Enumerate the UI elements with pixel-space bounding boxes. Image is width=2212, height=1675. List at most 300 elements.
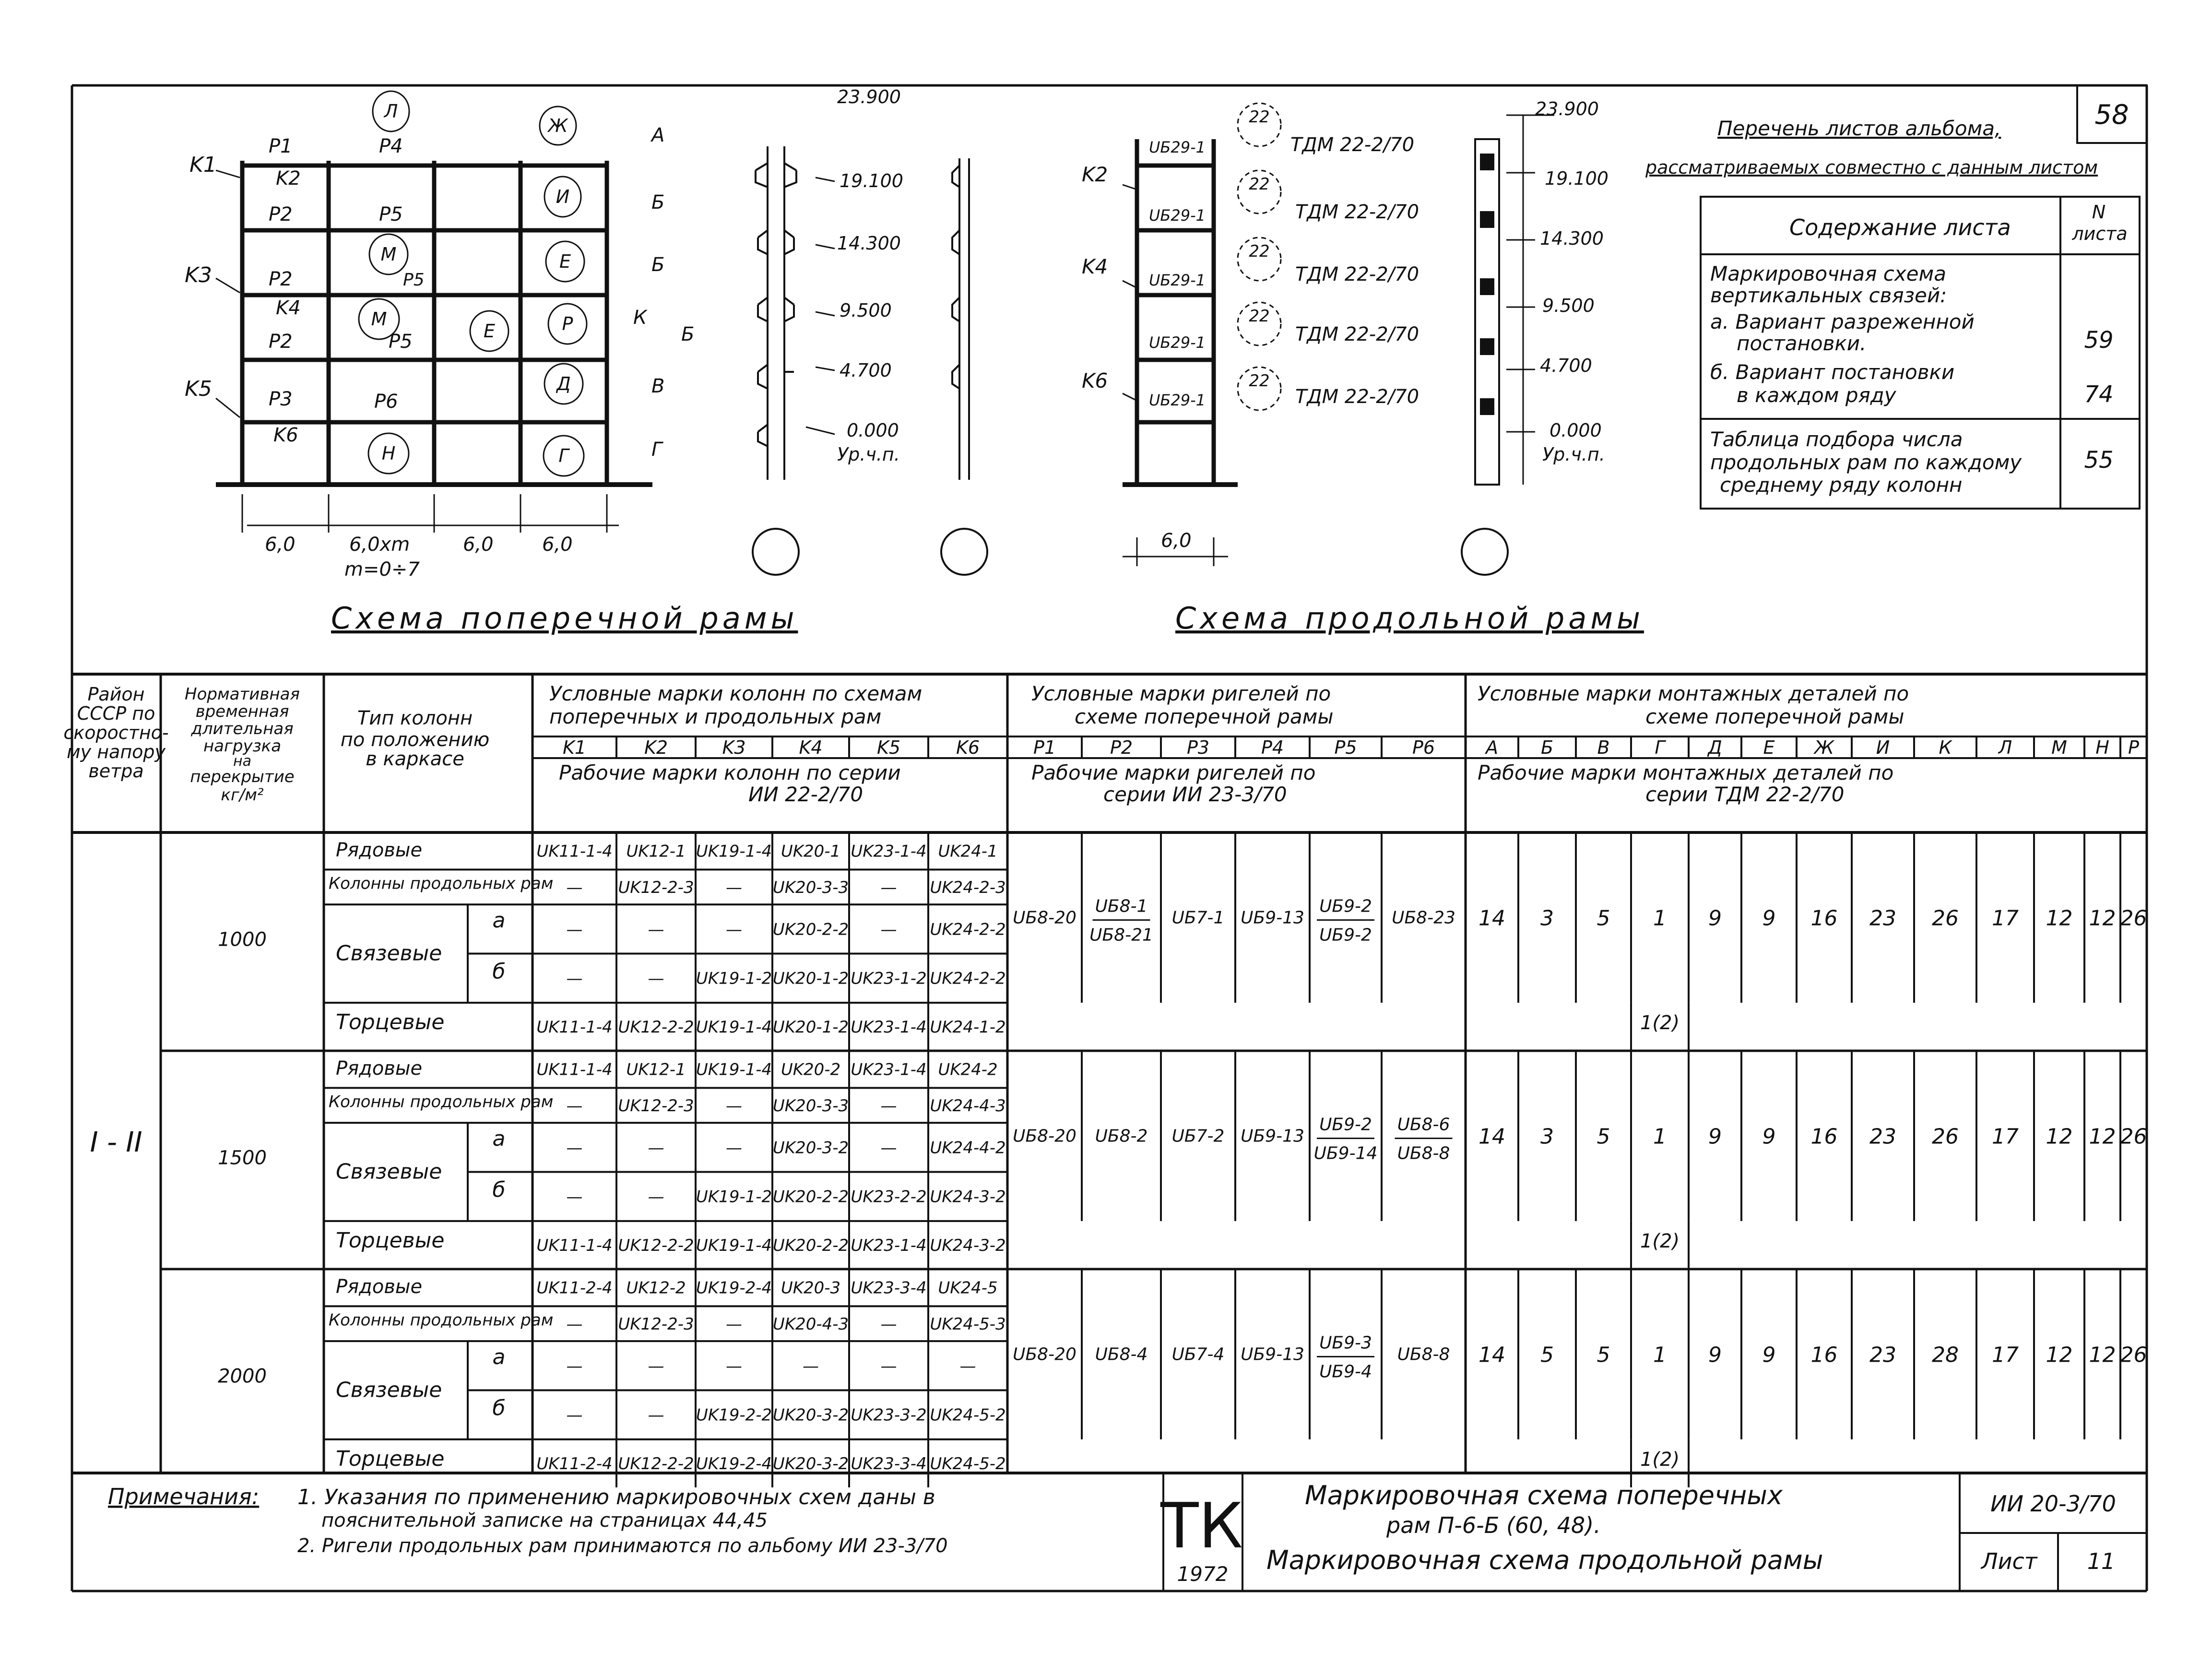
related-row2-no: 55 bbox=[2084, 447, 2114, 474]
h-gir-sub-2: серии ИИ 23-3/70 bbox=[1103, 783, 1287, 806]
h-type-3: в каркасе bbox=[366, 748, 464, 770]
column-cell: UK11-1-4 bbox=[536, 1017, 613, 1037]
column-cell: UK24-5-2 bbox=[930, 1405, 1006, 1425]
detail-tor-cell: 1(2) bbox=[1640, 1448, 1680, 1471]
row-type-longitudinal: Колонны продольных рам bbox=[329, 1092, 554, 1112]
table-mark-row bbox=[563, 737, 2139, 758]
detail-cell: 26 bbox=[1932, 906, 1959, 931]
row-type-end: Торцевые bbox=[336, 1228, 445, 1253]
detail-mark-10: М bbox=[2051, 737, 2067, 758]
related-row1-no-a: 59 bbox=[2084, 327, 2114, 354]
detail-cell: 17 bbox=[1992, 906, 2019, 931]
column-cell: — bbox=[566, 1405, 583, 1425]
column-cell: UK23-3-2 bbox=[851, 1405, 927, 1425]
lon-girder-3: UБ29-1 bbox=[1149, 271, 1206, 289]
related-header-no-b: листа bbox=[2072, 223, 2128, 244]
column-cell: UK23-1-4 bbox=[851, 1235, 927, 1255]
detail-cell: 16 bbox=[1810, 1342, 1838, 1367]
col-mark-k5: K5 bbox=[876, 737, 901, 758]
column-cell: — bbox=[566, 1314, 583, 1334]
stamp-title-2: рам П-6-Б (60, 48). bbox=[1386, 1512, 1601, 1538]
tr-girder-p3: P3 bbox=[269, 388, 293, 410]
h-type-2: по положению bbox=[340, 729, 490, 751]
girder-cell: UБ9-13 bbox=[1241, 1126, 1304, 1146]
tr-circle-i: И bbox=[556, 186, 570, 207]
lon-circle-2: 22 bbox=[1249, 175, 1270, 194]
column-cell: — bbox=[726, 920, 742, 939]
notes bbox=[108, 1484, 948, 1557]
detail-cell: 3 bbox=[1540, 906, 1554, 931]
col-mark-k1: K1 bbox=[562, 737, 587, 758]
column-cell: — bbox=[880, 1096, 897, 1116]
tr-side-v: В bbox=[651, 375, 665, 397]
lon-column-section bbox=[1462, 115, 1554, 575]
column-cell: UK24-4-2 bbox=[930, 1138, 1006, 1158]
row-type-ordinary: Рядовые bbox=[336, 1057, 423, 1080]
column-cell: UK19-2-4 bbox=[696, 1454, 772, 1473]
h-col-sub-1: Рабочие марки колонн по серии bbox=[559, 761, 901, 784]
row-type-bracing-a: а bbox=[492, 1127, 506, 1152]
column-cell: UK24-3-2 bbox=[930, 1187, 1006, 1207]
column-cell: — bbox=[566, 1187, 583, 1207]
tr-dim-2: 6,0хm bbox=[349, 534, 410, 556]
related-row2-line2: продольных рам по каждому bbox=[1710, 451, 2022, 474]
tr-dim-m: m=0÷7 bbox=[344, 558, 420, 581]
girder-cell: UБ9-4 bbox=[1319, 1362, 1372, 1382]
column-cell: — bbox=[803, 1356, 819, 1376]
detail-cell: 1 bbox=[1653, 1342, 1667, 1367]
col-mark-k3: K3 bbox=[722, 737, 746, 758]
h-load-4: нагрузка bbox=[203, 737, 282, 756]
related-row2-line3: среднему ряду колонн bbox=[1720, 473, 1963, 497]
related-header-content: Содержание листа bbox=[1789, 214, 2011, 240]
tr-side-g: Г bbox=[651, 439, 662, 461]
column-cell: — bbox=[726, 1138, 742, 1158]
h-region-2: СССР по bbox=[77, 703, 155, 724]
related-row1-line3: а. Вариант разреженной bbox=[1710, 310, 1975, 333]
detail-mark-1: Б bbox=[1540, 737, 1554, 758]
girder-cell: UБ8-8 bbox=[1397, 1143, 1450, 1164]
column-cell: — bbox=[566, 969, 583, 988]
row-type-longitudinal: Колонны продольных рам bbox=[329, 874, 554, 893]
notes-line1: 1. Указания по применению маркировочных схем даны в bbox=[297, 1485, 935, 1509]
girder-mark-p2: P2 bbox=[1110, 737, 1133, 758]
girder-cell: UБ8-20 bbox=[1013, 1344, 1076, 1365]
tr-girder-p2-c: P2 bbox=[269, 331, 293, 353]
tr-girder-p5-a: P5 bbox=[379, 203, 403, 226]
column-cell: UK19-2-2 bbox=[696, 1405, 772, 1425]
row-type-ordinary: Рядовые bbox=[336, 1276, 423, 1298]
detail-tor-cell: 1(2) bbox=[1640, 1011, 1680, 1034]
lon-girder-5: UБ29-1 bbox=[1149, 391, 1206, 409]
column-cell: UK23-1-4 bbox=[851, 1060, 927, 1080]
tr-girder-p5-c: P5 bbox=[389, 331, 413, 353]
tr-circle-e2: Е bbox=[483, 321, 496, 342]
detail-cell: 12 bbox=[2046, 1124, 2073, 1149]
row-type-end: Торцевые bbox=[336, 1010, 445, 1034]
column-cell: UK12-1 bbox=[626, 842, 686, 861]
stamp-series: ИИ 20-3/70 bbox=[1990, 1491, 2116, 1517]
stamp-sheet-no: 11 bbox=[2087, 1548, 2116, 1574]
related-row2-line1: Таблица подбора числа bbox=[1710, 428, 1963, 451]
related-header-no-a: N bbox=[2092, 202, 2106, 223]
detail-cell: 9 bbox=[1708, 1124, 1722, 1149]
detail-cell: 9 bbox=[1762, 906, 1776, 931]
column-cell: UK11-2-4 bbox=[536, 1278, 613, 1298]
row-type-longitudinal: Колонны продольных рам bbox=[329, 1310, 554, 1330]
detail-cell: 23 bbox=[1869, 1342, 1896, 1367]
detail-cell: 26 bbox=[1932, 1124, 1959, 1149]
girder-cell: UБ9-3 bbox=[1319, 1333, 1372, 1353]
column-cell: UK20-3-2 bbox=[772, 1405, 849, 1425]
column-cell: UK23-2-2 bbox=[851, 1187, 927, 1207]
h-region-5: ветра bbox=[88, 760, 144, 782]
tr-girder-p5-b: P5 bbox=[403, 270, 425, 290]
lon-circle-4: 22 bbox=[1249, 307, 1270, 326]
detail-cell: 23 bbox=[1869, 1124, 1896, 1149]
girder-cell: UБ8-6 bbox=[1397, 1115, 1450, 1135]
detail-cell: 17 bbox=[1992, 1342, 2019, 1367]
load-value: 1500 bbox=[218, 1147, 267, 1169]
column-cell: UK24-5-2 bbox=[930, 1454, 1006, 1473]
girder-mark-p4: P4 bbox=[1261, 737, 1284, 758]
lon-level-floor: Ур.ч.п. bbox=[1542, 444, 1605, 465]
tr-girder-p6: P6 bbox=[374, 391, 398, 413]
detail-cell: 14 bbox=[1479, 1342, 1505, 1367]
related-sheets-list bbox=[1645, 117, 2140, 509]
girder-mark-p6: P6 bbox=[1412, 737, 1435, 758]
girder-cell: UБ7-4 bbox=[1171, 1344, 1225, 1365]
detail-cell: 9 bbox=[1708, 1342, 1722, 1367]
lon-level-4700: 4.700 bbox=[1540, 355, 1592, 376]
related-row1-line2: вертикальных связей: bbox=[1710, 284, 1947, 307]
h-col-group-2: поперечных и продольных рам bbox=[549, 705, 882, 728]
detail-cell: 26 bbox=[2120, 906, 2147, 931]
column-cell: UK24-2 bbox=[938, 1060, 998, 1080]
lon-detail-3: ТДМ 22-2/70 bbox=[1295, 263, 1419, 285]
related-row1-line4: постановки. bbox=[1737, 332, 1867, 355]
tr-side-b2: Б bbox=[651, 254, 665, 276]
column-profile-view bbox=[753, 86, 987, 575]
detail-cell: 26 bbox=[2120, 1342, 2147, 1367]
girder-mark-p1: P1 bbox=[1033, 737, 1056, 758]
detail-mark-6: Ж bbox=[1814, 737, 1834, 758]
detail-cell: 1 bbox=[1653, 1124, 1667, 1149]
profile-level-9500: 9.500 bbox=[840, 300, 892, 321]
h-type-1: Тип колонн bbox=[357, 707, 473, 729]
detail-cell: 3 bbox=[1540, 1124, 1554, 1149]
column-cell: UK12-2-2 bbox=[618, 1454, 694, 1473]
column-cell: UK23-3-4 bbox=[851, 1454, 927, 1473]
detail-cell: 5 bbox=[1540, 1342, 1554, 1367]
girder-mark-p5: P5 bbox=[1334, 737, 1357, 758]
transverse-frame-title: Схема поперечной рамы bbox=[331, 601, 798, 636]
column-cell: UK20-3 bbox=[781, 1278, 841, 1298]
detail-cell: 12 bbox=[2089, 1124, 2116, 1149]
profile-level-19100: 19.100 bbox=[840, 170, 903, 191]
h-gir-group-2: схеме поперечной рамы bbox=[1075, 705, 1334, 728]
column-cell: UK12-2 bbox=[626, 1278, 686, 1298]
row-type-bracing-a: а bbox=[492, 1345, 506, 1370]
h-col-sub-2: ИИ 22-2/70 bbox=[748, 783, 864, 806]
tr-circle-l: Л bbox=[384, 101, 398, 122]
column-cell: UK20-1 bbox=[781, 842, 841, 861]
sheet-number-box bbox=[2077, 85, 2147, 143]
column-cell: — bbox=[566, 1356, 583, 1376]
column-cell: — bbox=[880, 1138, 897, 1158]
detail-cell: 17 bbox=[1992, 1124, 2019, 1149]
detail-mark-3: Г bbox=[1655, 737, 1665, 758]
column-cell: UK12-2-3 bbox=[618, 1314, 694, 1334]
stamp-sheet-label: Лист bbox=[1981, 1548, 2037, 1574]
girder-cell: UБ9-14 bbox=[1313, 1143, 1378, 1164]
column-cell: — bbox=[648, 969, 664, 988]
girder-cell: UБ8-21 bbox=[1089, 925, 1153, 945]
load-value: 1000 bbox=[218, 928, 267, 951]
column-cell: UK23-3-4 bbox=[851, 1278, 927, 1298]
related-row1-line5: б. Вариант постановки bbox=[1710, 360, 1955, 384]
profile-level-floor: Ур.ч.п. bbox=[837, 444, 900, 465]
load-value: 2000 bbox=[218, 1365, 267, 1388]
column-cell: — bbox=[880, 1314, 897, 1334]
detail-mark-8: К bbox=[1939, 737, 1952, 758]
region-value: I - II bbox=[90, 1126, 142, 1158]
column-cell: UK12-2-3 bbox=[618, 1096, 694, 1116]
tr-column-k5: K5 bbox=[185, 377, 212, 401]
h-load-5: на bbox=[233, 753, 251, 770]
lon-circle-3: 22 bbox=[1249, 242, 1270, 261]
detail-cell: 9 bbox=[1762, 1342, 1776, 1367]
lon-dim: 6,0 bbox=[1161, 530, 1192, 552]
profile-level-14300: 14.300 bbox=[837, 233, 901, 254]
tr-side-b3: Б bbox=[681, 323, 695, 345]
h-region-4: му напору bbox=[66, 741, 166, 762]
column-cell: UK20-3-2 bbox=[772, 1138, 849, 1158]
notes-label: Примечания: bbox=[108, 1484, 260, 1509]
detail-cell: 5 bbox=[1597, 1124, 1610, 1149]
column-cell: UK20-1-2 bbox=[772, 969, 849, 988]
girder-cell: UБ8-23 bbox=[1392, 908, 1455, 928]
tr-circle-d: Д bbox=[556, 373, 571, 394]
row-type-end: Торцевые bbox=[336, 1446, 445, 1471]
column-cell: — bbox=[648, 920, 664, 939]
detail-mark-11: Н bbox=[2095, 737, 2109, 758]
column-cell: UK24-4-3 bbox=[930, 1096, 1006, 1116]
tr-circle-m1: М bbox=[380, 244, 397, 265]
column-cell: UK20-2-2 bbox=[772, 1187, 849, 1207]
column-cell: UK20-3-3 bbox=[772, 878, 849, 897]
marking-table bbox=[63, 674, 2147, 1487]
tr-circle-e1: Е bbox=[559, 251, 571, 272]
column-cell: UK12-1 bbox=[626, 1060, 686, 1080]
tr-dim-4: 6,0 bbox=[542, 534, 573, 556]
transverse-frame-scheme bbox=[185, 91, 798, 636]
row-type-bracing-b: б bbox=[492, 1177, 506, 1202]
detail-cell: 12 bbox=[2089, 1342, 2116, 1367]
detail-cell: 5 bbox=[1597, 1342, 1610, 1367]
detail-cell: 16 bbox=[1810, 1124, 1838, 1149]
detail-cell: 12 bbox=[2046, 906, 2073, 931]
lon-detail-2: ТДМ 22-2/70 bbox=[1295, 201, 1419, 223]
detail-cell: 14 bbox=[1479, 906, 1505, 931]
profile-level-4700: 4.700 bbox=[840, 360, 892, 381]
detail-cell: 26 bbox=[2120, 1124, 2147, 1149]
lon-level-0000: 0.000 bbox=[1550, 420, 1602, 441]
detail-cell: 1 bbox=[1653, 906, 1667, 931]
title-block bbox=[1160, 1473, 2147, 1591]
column-cell: UK23-1-4 bbox=[851, 842, 927, 861]
lon-circle-1: 22 bbox=[1249, 107, 1270, 127]
longitudinal-frame-scheme bbox=[1082, 98, 1644, 636]
detail-cell: 12 bbox=[2089, 906, 2116, 931]
column-cell: UK23-1-2 bbox=[851, 969, 927, 988]
tr-mark-k6: K6 bbox=[273, 424, 298, 446]
lon-column-k2: K2 bbox=[1082, 163, 1108, 186]
h-region-1: Район bbox=[87, 684, 145, 705]
related-row1-line1: Маркировочная схема bbox=[1710, 262, 1946, 285]
tr-circle-n: Н bbox=[381, 443, 396, 464]
detail-mark-5: Е bbox=[1763, 737, 1775, 758]
column-cell: UK12-2-3 bbox=[618, 878, 694, 897]
stamp-logo: ТК bbox=[1160, 1489, 1243, 1562]
profile-level-0000: 0.000 bbox=[847, 420, 899, 441]
column-cell: UK11-1-4 bbox=[536, 1235, 613, 1255]
column-cell: — bbox=[648, 1187, 664, 1207]
row-type-bracing: Связевые bbox=[336, 941, 442, 966]
tr-circle-m2: М bbox=[371, 309, 387, 330]
row-type-bracing-b: б bbox=[492, 959, 506, 984]
lon-level-top: 23.900 bbox=[1535, 98, 1599, 119]
column-cell: UK19-1-4 bbox=[696, 842, 772, 861]
profile-top-level: 23.900 bbox=[837, 86, 901, 107]
column-cell: UK20-2-2 bbox=[772, 1235, 849, 1255]
girder-cell: UБ8-8 bbox=[1397, 1344, 1450, 1365]
column-cell: — bbox=[880, 878, 897, 897]
detail-cell: 5 bbox=[1597, 906, 1610, 931]
tr-mark-k4: K4 bbox=[276, 297, 301, 319]
row-type-bracing: Связевые bbox=[336, 1378, 442, 1402]
notes-line2: пояснительной записке на страницах 44,45 bbox=[321, 1509, 768, 1532]
lon-girder-2: UБ29-1 bbox=[1149, 206, 1206, 225]
lon-level-14300: 14.300 bbox=[1540, 228, 1604, 249]
girder-cell: UБ9-2 bbox=[1319, 925, 1372, 945]
h-gir-group-1: Условные марки ригелей по bbox=[1031, 682, 1331, 705]
column-cell: UK11-2-4 bbox=[536, 1454, 613, 1473]
girder-cell: UБ8-1 bbox=[1095, 896, 1148, 916]
girder-cell: UБ9-2 bbox=[1319, 896, 1372, 916]
notes-line3: 2. Ригели продольных рам принимаются по альбому ИИ 23-3/70 bbox=[297, 1535, 948, 1557]
h-load-3: длительная bbox=[191, 719, 294, 738]
column-cell: UK24-1 bbox=[938, 842, 998, 861]
lon-level-9500: 9.500 bbox=[1542, 295, 1595, 316]
lon-column-k6: K6 bbox=[1082, 369, 1108, 392]
stamp-title-1: Маркировочная схема поперечных bbox=[1305, 1480, 1783, 1510]
detail-mark-0: А bbox=[1486, 737, 1498, 758]
girder-cell: UБ7-2 bbox=[1171, 1126, 1225, 1146]
column-cell: — bbox=[648, 1405, 664, 1425]
column-cell: UK24-5 bbox=[938, 1278, 998, 1298]
girder-cell: UБ8-4 bbox=[1095, 1344, 1148, 1365]
column-cell: UK19-1-4 bbox=[696, 1060, 772, 1080]
h-load-7: кг/м² bbox=[221, 785, 264, 805]
h-det-sub-1: Рабочие марки монтажных деталей по bbox=[1478, 761, 1894, 784]
column-cell: — bbox=[648, 1356, 664, 1376]
detail-tor-cell: 1(2) bbox=[1640, 1230, 1680, 1252]
h-gir-sub-1: Рабочие марки ригелей по bbox=[1031, 761, 1316, 784]
detail-cell: 28 bbox=[1932, 1342, 1959, 1367]
detail-cell: 14 bbox=[1479, 1124, 1505, 1149]
stamp-year: 1972 bbox=[1177, 1562, 1229, 1586]
lon-girder-4: UБ29-1 bbox=[1149, 333, 1206, 352]
column-cell: UK20-4-3 bbox=[772, 1314, 849, 1334]
row-type-ordinary: Рядовые bbox=[336, 839, 423, 861]
h-det-sub-2: серии ТДМ 22-2/70 bbox=[1645, 783, 1845, 806]
longitudinal-frame-title: Схема продольной рамы bbox=[1175, 601, 1644, 636]
related-title-line2: рассматриваемых совместно с данным листом bbox=[1645, 157, 2098, 178]
column-cell: UK19-1-4 bbox=[696, 1017, 772, 1037]
girder-cell: UБ9-13 bbox=[1241, 908, 1304, 928]
h-load-2: временная bbox=[195, 702, 289, 721]
row-type-bracing-a: а bbox=[492, 908, 506, 933]
tr-circle-g: Г bbox=[558, 445, 569, 466]
table-header bbox=[63, 682, 1909, 806]
row-type-bracing-b: б bbox=[492, 1396, 506, 1421]
column-cell: UK20-2 bbox=[781, 1060, 841, 1080]
tr-girder-p2-a: P2 bbox=[269, 203, 293, 226]
column-cell: UK11-1-4 bbox=[536, 1060, 613, 1080]
column-cell: — bbox=[726, 1356, 742, 1376]
column-cell: UK24-2-3 bbox=[930, 878, 1006, 897]
column-cell: — bbox=[566, 878, 583, 897]
row-type-bracing: Связевые bbox=[336, 1159, 442, 1184]
detail-cell: 23 bbox=[1869, 906, 1896, 931]
tr-circle-zh: Ж bbox=[548, 115, 568, 136]
detail-mark-12: Р bbox=[2128, 737, 2139, 758]
column-cell: — bbox=[566, 1138, 583, 1158]
h-region-3: скоростно- bbox=[63, 722, 169, 743]
detail-mark-2: В bbox=[1597, 737, 1610, 758]
lon-detail-5: ТДМ 22-2/70 bbox=[1295, 386, 1419, 408]
lon-level-19100: 19.100 bbox=[1545, 168, 1609, 189]
column-cell: — bbox=[959, 1356, 976, 1376]
h-det-group-1: Условные марки монтажных деталей по bbox=[1478, 682, 1909, 705]
h-load-1: Нормативная bbox=[185, 685, 300, 704]
h-det-group-2: схеме поперечной рамы bbox=[1645, 705, 1904, 728]
column-cell: UK19-1-2 bbox=[696, 1187, 772, 1207]
detail-mark-4: Д bbox=[1708, 737, 1722, 758]
detail-mark-9: Л bbox=[1998, 737, 2012, 758]
detail-cell: 9 bbox=[1762, 1124, 1776, 1149]
girder-cell: UБ8-20 bbox=[1013, 908, 1076, 928]
lon-circle-5: 22 bbox=[1249, 371, 1270, 391]
girder-cell: UБ8-20 bbox=[1013, 1126, 1076, 1146]
detail-cell: 12 bbox=[2046, 1342, 2073, 1367]
col-mark-k4: K4 bbox=[799, 737, 823, 758]
column-cell: UK20-2-2 bbox=[772, 920, 849, 939]
column-cell: UK24-5-3 bbox=[930, 1314, 1006, 1334]
h-col-group-1: Условные марки колонн по схемам bbox=[549, 682, 923, 705]
column-cell: — bbox=[880, 1356, 897, 1376]
related-row1-no-b: 74 bbox=[2084, 381, 2114, 408]
tr-circle-r: Р bbox=[562, 313, 573, 334]
column-cell: — bbox=[880, 920, 897, 939]
column-cell: UK11-1-4 bbox=[536, 842, 613, 861]
tr-girder-p4: P4 bbox=[379, 135, 403, 157]
tr-column-k3: K3 bbox=[185, 263, 212, 287]
table-body bbox=[90, 839, 2147, 1473]
girder-cell: UБ7-1 bbox=[1171, 908, 1225, 928]
detail-cell: 16 bbox=[1810, 906, 1838, 931]
